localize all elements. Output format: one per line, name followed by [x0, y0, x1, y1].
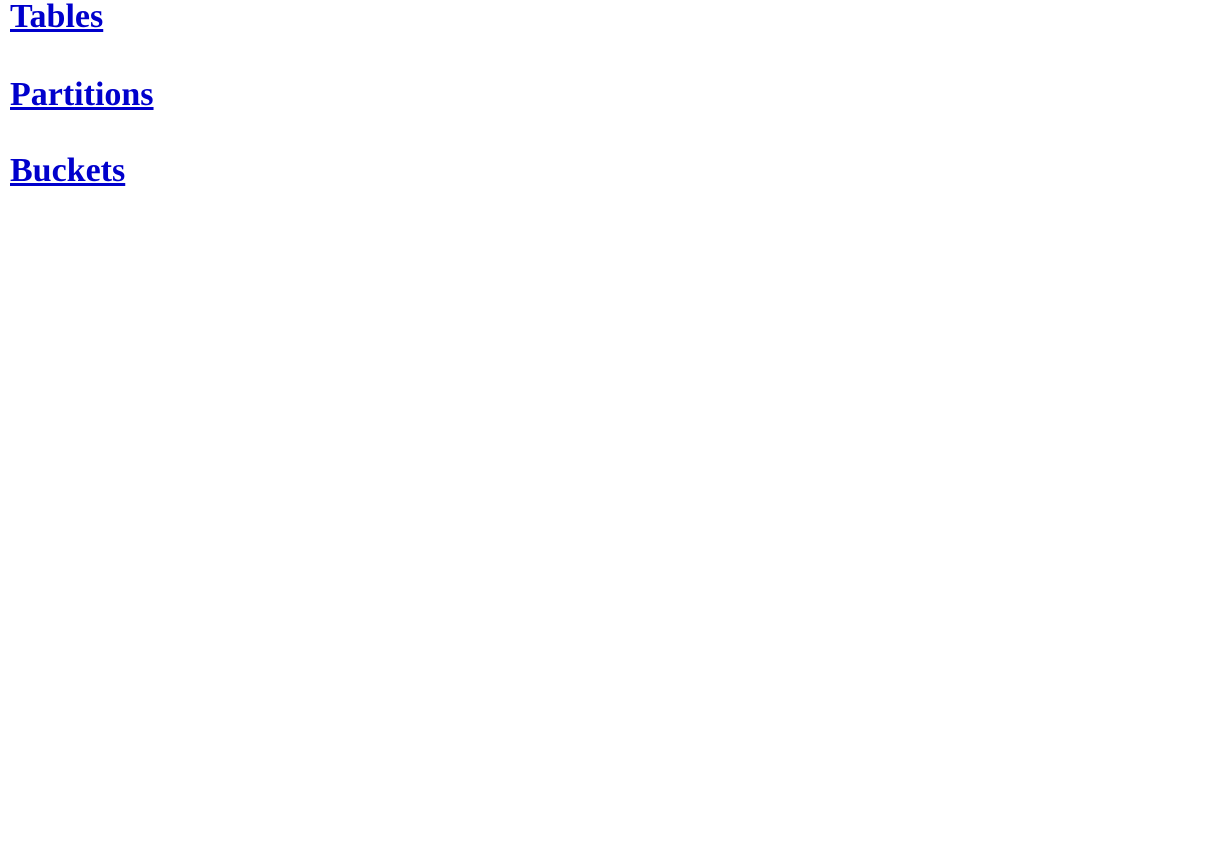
section-tables [10, 0, 1213, 34]
heading-buckets-block [10, 154, 1213, 188]
section-spacer-2 [10, 118, 1213, 154]
section-buckets [10, 154, 1213, 188]
section-spacer-1 [10, 42, 1213, 78]
section-partitions [10, 78, 1213, 112]
heading-tables-block [10, 0, 1213, 34]
heading-tables[interactable]: Tables [10, 0, 104, 35]
heading-partitions-block [10, 78, 1213, 112]
heading-partitions[interactable]: Partitions [10, 76, 154, 113]
heading-buckets[interactable]: Buckets [10, 152, 126, 189]
document-page [0, 0, 1223, 188]
